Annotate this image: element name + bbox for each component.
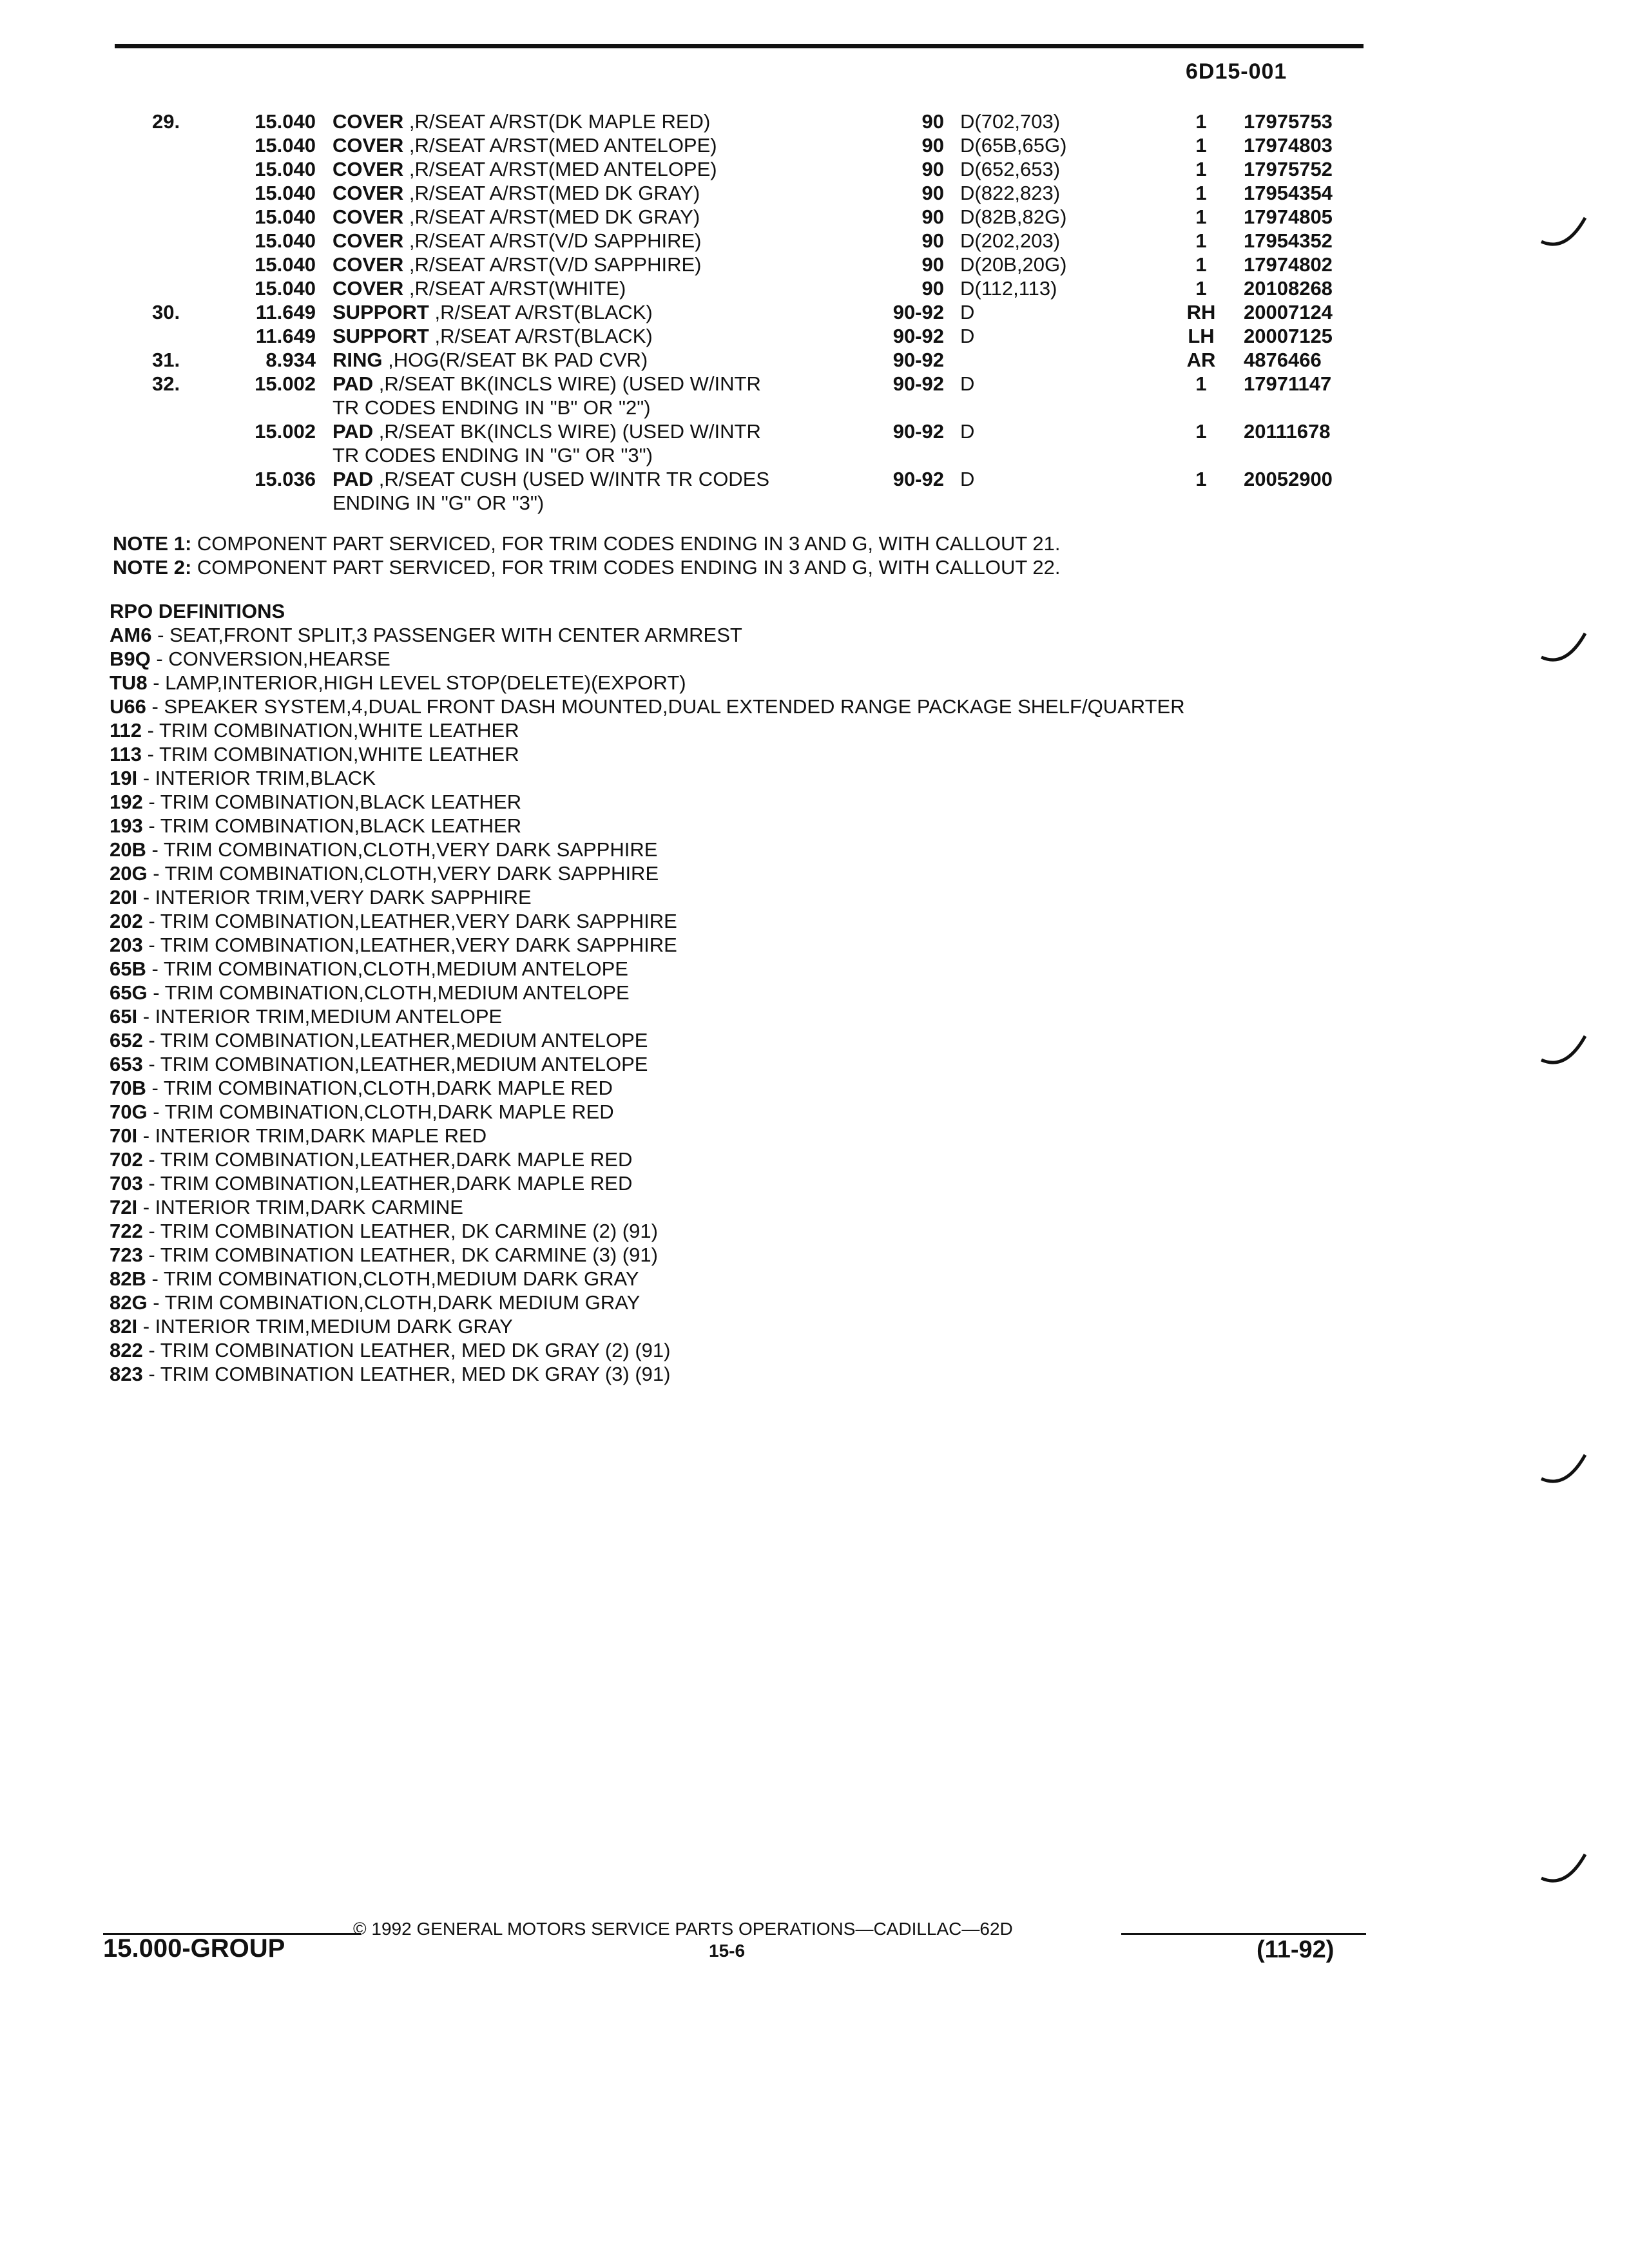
- part-year: 90-92: [892, 349, 944, 371]
- part-description-text: ,R/SEAT A/RST(BLACK): [434, 301, 653, 323]
- part-item-number: 29.: [152, 110, 180, 133]
- rpo-row: [110, 1148, 1185, 1171]
- rpo-code: 192: [110, 791, 143, 813]
- part-number: 17975753: [1244, 110, 1333, 133]
- part-description-text: ,R/SEAT A/RST(WHITE): [409, 277, 626, 300]
- part-description: [333, 157, 867, 181]
- rpo-row: [110, 647, 1185, 671]
- rpo-text: - INTERIOR TRIM,DARK CARMINE: [142, 1196, 463, 1218]
- part-description-text: ,R/SEAT BK(INCLS WIRE) (USED W/INTR TR CODES ENDING IN "B" OR "2"): [333, 372, 761, 419]
- rpo-code: 20G: [110, 862, 148, 885]
- rpo-row: [110, 1291, 1185, 1314]
- part-name: PAD: [333, 372, 374, 395]
- rpo-row: [110, 1100, 1185, 1124]
- rpo-code: 722: [110, 1220, 143, 1242]
- rpo-row: [110, 1267, 1185, 1291]
- part-name: COVER: [333, 110, 404, 133]
- note-row: [113, 555, 1060, 579]
- rpo-row: [110, 1195, 1185, 1219]
- part-year: 90: [921, 253, 944, 276]
- rpo-list: [110, 623, 1185, 1386]
- part-name: RING: [333, 349, 383, 371]
- part-description: [333, 110, 867, 133]
- part-number: 17975752: [1244, 158, 1333, 180]
- rpo-row: [110, 909, 1185, 933]
- rpo-code: 202: [110, 910, 143, 932]
- rpo-row: [110, 790, 1185, 814]
- rpo-code: 723: [110, 1244, 143, 1266]
- rpo-code: 822: [110, 1339, 143, 1361]
- part-row: [0, 157, 1629, 181]
- rpo-row: [110, 957, 1185, 981]
- rpo-text: - TRIM COMBINATION LEATHER, DK CARMINE (3) (91): [148, 1244, 658, 1266]
- rpo-code: U66: [110, 695, 146, 718]
- top-rule: [115, 44, 1364, 48]
- part-description: [333, 205, 867, 229]
- rpo-row: [110, 861, 1185, 885]
- notes: [113, 532, 1060, 579]
- part-name: COVER: [333, 134, 404, 157]
- rpo-code: 703: [110, 1172, 143, 1195]
- part-row: [0, 181, 1629, 205]
- rpo-text: - SEAT,FRONT SPLIT,3 PASSENGER WITH CENTER ARMREST: [157, 624, 742, 646]
- part-row: [0, 300, 1629, 324]
- part-description: [333, 467, 867, 515]
- rpo-text: - INTERIOR TRIM,MEDIUM DARK GRAY: [142, 1315, 513, 1338]
- part-model: D: [960, 420, 975, 443]
- part-group-number: 15.040: [255, 158, 316, 180]
- part-group-number: 15.002: [255, 420, 316, 443]
- part-year: 90-92: [892, 420, 944, 443]
- part-row: [0, 419, 1629, 467]
- rpo-title: RPO DEFINITIONS: [110, 600, 285, 622]
- part-description: [333, 348, 867, 372]
- rpo-text: - TRIM COMBINATION LEATHER, MED DK GRAY (2) (91): [148, 1339, 671, 1361]
- rpo-text: - INTERIOR TRIM,BLACK: [142, 767, 376, 789]
- part-year: 90-92: [892, 372, 944, 395]
- part-number: 17974802: [1244, 253, 1333, 276]
- note-label: NOTE 2:: [113, 556, 192, 579]
- part-description-text: ,R/SEAT A/RST(MED ANTELOPE): [409, 134, 717, 157]
- rpo-row: [110, 885, 1185, 909]
- footer-group: 15.000-GROUP: [103, 1934, 285, 1963]
- rpo-text: - INTERIOR TRIM,MEDIUM ANTELOPE: [142, 1005, 503, 1028]
- part-year: 90: [921, 158, 944, 180]
- part-item-number: 30.: [152, 301, 180, 323]
- part-row: [0, 348, 1629, 372]
- rpo-row: [110, 766, 1185, 790]
- note-text: COMPONENT PART SERVICED, FOR TRIM CODES ENDING IN 3 AND G, WITH CALLOUT 22.: [197, 556, 1061, 579]
- part-model: D: [960, 325, 975, 347]
- part-group-number: 15.036: [255, 468, 316, 490]
- part-name: COVER: [333, 253, 404, 276]
- part-row: [0, 372, 1629, 419]
- part-year: 90: [921, 206, 944, 228]
- part-number: 17971147: [1244, 372, 1332, 395]
- margin-tick-mark: [1540, 213, 1588, 251]
- rpo-text: - TRIM COMBINATION,LEATHER,MEDIUM ANTELOPE: [148, 1053, 648, 1075]
- part-row: [0, 133, 1629, 157]
- part-quantity: 1: [1195, 134, 1207, 157]
- part-group-number: 8.934: [265, 349, 316, 371]
- rpo-text: - TRIM COMBINATION,CLOTH,DARK MEDIUM GRAY: [153, 1291, 641, 1314]
- part-group-number: 15.040: [255, 229, 316, 252]
- part-group-number: 15.040: [255, 206, 316, 228]
- rpo-text: - TRIM COMBINATION,CLOTH,MEDIUM ANTELOPE: [151, 957, 628, 980]
- note-label: NOTE 1:: [113, 532, 192, 555]
- part-description: [333, 300, 867, 324]
- rpo-row: [110, 1028, 1185, 1052]
- part-group-number: 15.040: [255, 182, 316, 204]
- rpo-code: 72I: [110, 1196, 138, 1218]
- rpo-text: - LAMP,INTERIOR,HIGH LEVEL STOP(DELETE)(EXPORT): [153, 671, 686, 694]
- rpo-text: - INTERIOR TRIM,DARK MAPLE RED: [142, 1124, 487, 1147]
- rpo-code: AM6: [110, 624, 152, 646]
- rpo-text: - INTERIOR TRIM,VERY DARK SAPPHIRE: [142, 886, 532, 908]
- part-quantity: 1: [1195, 182, 1207, 204]
- part-name: COVER: [333, 229, 404, 252]
- rpo-text: - TRIM COMBINATION,BLACK LEATHER: [148, 791, 522, 813]
- part-description-text: ,R/SEAT A/RST(MED ANTELOPE): [409, 158, 717, 180]
- part-model: D(65B,65G): [960, 134, 1067, 157]
- rpo-row: [110, 838, 1185, 861]
- rpo-text: - TRIM COMBINATION,WHITE LEATHER: [147, 743, 519, 765]
- rpo-code: 203: [110, 934, 143, 956]
- part-quantity: LH: [1188, 325, 1215, 347]
- rpo-row: [110, 695, 1185, 718]
- rpo-text: - TRIM COMBINATION,LEATHER,VERY DARK SAPPHIRE: [148, 934, 677, 956]
- rpo-row: [110, 1314, 1185, 1338]
- rpo-code: 65I: [110, 1005, 138, 1028]
- part-description-text: ,R/SEAT A/RST(V/D SAPPHIRE): [409, 229, 702, 252]
- part-model: D(202,203): [960, 229, 1061, 252]
- rpo-code: 653: [110, 1053, 143, 1075]
- part-quantity: 1: [1195, 158, 1207, 180]
- rpo-text: - TRIM COMBINATION LEATHER, MED DK GRAY (3) (91): [148, 1363, 671, 1385]
- part-description-text: ,HOG(R/SEAT BK PAD CVR): [388, 349, 648, 371]
- part-quantity: AR: [1186, 349, 1216, 371]
- part-item-number: 31.: [152, 349, 180, 371]
- rpo-text: - SPEAKER SYSTEM,4,DUAL FRONT DASH MOUNTED,DUAL EXTENDED RANGE PACKAGE SHELF/QUARTER: [151, 695, 1185, 718]
- rpo-text: - TRIM COMBINATION,LEATHER,VERY DARK SAPPHIRE: [148, 910, 677, 932]
- part-item-number: 32.: [152, 372, 180, 395]
- part-year: 90-92: [892, 301, 944, 323]
- rpo-text: - TRIM COMBINATION,CLOTH,MEDIUM ANTELOPE: [153, 981, 630, 1004]
- part-description: [333, 372, 867, 419]
- rpo-code: 193: [110, 814, 143, 837]
- part-description: [333, 253, 867, 276]
- part-model: D: [960, 372, 975, 395]
- part-name: PAD: [333, 420, 374, 443]
- rpo-text: - TRIM COMBINATION,LEATHER,DARK MAPLE RED: [148, 1148, 633, 1171]
- rpo-code: 652: [110, 1029, 143, 1052]
- rpo-row: [110, 1004, 1185, 1028]
- part-name: SUPPORT: [333, 301, 429, 323]
- rpo-code: 65G: [110, 981, 148, 1004]
- part-quantity: 1: [1195, 277, 1207, 300]
- rpo-row: [110, 1243, 1185, 1267]
- note-row: [113, 532, 1060, 555]
- rpo-code: 70G: [110, 1100, 148, 1123]
- part-name: COVER: [333, 277, 404, 300]
- part-number: 17974803: [1244, 134, 1333, 157]
- rpo-code: 70I: [110, 1124, 138, 1147]
- margin-tick-mark: [1540, 628, 1588, 667]
- margin-tick-mark: [1540, 1450, 1588, 1488]
- rpo-row: [110, 981, 1185, 1004]
- rpo-code: TU8: [110, 671, 148, 694]
- part-quantity: 1: [1195, 420, 1207, 443]
- rpo-text: - TRIM COMBINATION,CLOTH,DARK MAPLE RED: [151, 1077, 613, 1099]
- part-model: D(822,823): [960, 182, 1061, 204]
- part-year: 90-92: [892, 325, 944, 347]
- part-quantity: RH: [1186, 301, 1216, 323]
- rpo-code: 823: [110, 1363, 143, 1385]
- rpo-code: 70B: [110, 1077, 146, 1099]
- part-number: 20007125: [1244, 325, 1333, 347]
- rpo-text: - TRIM COMBINATION,CLOTH,VERY DARK SAPPHIRE: [153, 862, 659, 885]
- rpo-text: - TRIM COMBINATION,LEATHER,DARK MAPLE RED: [148, 1172, 633, 1195]
- rpo-text: - TRIM COMBINATION,CLOTH,VERY DARK SAPPHIRE: [151, 838, 658, 861]
- part-description-text: ,R/SEAT A/RST(MED DK GRAY): [409, 182, 700, 204]
- part-model: D(702,703): [960, 110, 1061, 133]
- part-quantity: 1: [1195, 468, 1207, 490]
- part-number: 20111678: [1244, 420, 1331, 443]
- rpo-text: - TRIM COMBINATION,CLOTH,DARK MAPLE RED: [153, 1100, 614, 1123]
- rpo-row: [110, 742, 1185, 766]
- part-year: 90: [921, 277, 944, 300]
- rpo-row: [110, 1124, 1185, 1148]
- part-group-number: 15.002: [255, 372, 316, 395]
- part-row: [0, 205, 1629, 229]
- rpo-code: B9Q: [110, 648, 151, 670]
- part-description: [333, 181, 867, 205]
- part-number: 20108268: [1244, 277, 1333, 300]
- rpo-row: [110, 1076, 1185, 1100]
- part-name: COVER: [333, 206, 404, 228]
- part-quantity: 1: [1195, 229, 1207, 252]
- part-row: [0, 110, 1629, 133]
- parts-list: [0, 110, 1629, 515]
- part-description-text: ,R/SEAT BK(INCLS WIRE) (USED W/INTR TR CODES ENDING IN "G" OR "3"): [333, 420, 761, 466]
- part-description: [333, 276, 867, 300]
- rpo-code: 82I: [110, 1315, 138, 1338]
- rpo-row: [110, 933, 1185, 957]
- part-year: 90-92: [892, 468, 944, 490]
- part-quantity: 1: [1195, 206, 1207, 228]
- part-number: 17954354: [1244, 182, 1333, 204]
- rpo-text: - TRIM COMBINATION,WHITE LEATHER: [147, 719, 519, 742]
- margin-tick-mark: [1540, 1031, 1588, 1070]
- page-code: 6D15-001: [1186, 59, 1287, 84]
- rpo-row: [110, 1338, 1185, 1362]
- part-group-number: 15.040: [255, 277, 316, 300]
- part-year: 90: [921, 110, 944, 133]
- part-name: SUPPORT: [333, 325, 429, 347]
- part-number: 17954352: [1244, 229, 1333, 252]
- rpo-row: [110, 1171, 1185, 1195]
- part-group-number: 11.649: [255, 325, 316, 347]
- margin-tick-mark: [1540, 1849, 1588, 1888]
- part-year: 90: [921, 134, 944, 157]
- part-row: [0, 276, 1629, 300]
- rpo-row: [110, 718, 1185, 742]
- part-row: [0, 229, 1629, 253]
- rpo-code: 20I: [110, 886, 138, 908]
- rpo-text: - TRIM COMBINATION,CLOTH,MEDIUM DARK GRAY: [151, 1267, 639, 1290]
- part-description-text: ,R/SEAT A/RST(MED DK GRAY): [409, 206, 700, 228]
- part-description: [333, 324, 867, 348]
- part-row: [0, 467, 1629, 515]
- part-description-text: ,R/SEAT A/RST(BLACK): [434, 325, 653, 347]
- rpo-row: [110, 1362, 1185, 1386]
- footer-rule-right: [1121, 1933, 1366, 1935]
- part-description: [333, 229, 867, 253]
- part-group-number: 11.649: [255, 301, 316, 323]
- part-number: 4876466: [1244, 349, 1322, 371]
- rpo-row: [110, 623, 1185, 647]
- part-model: D(652,653): [960, 158, 1061, 180]
- part-model: D: [960, 301, 975, 323]
- part-name: COVER: [333, 182, 404, 204]
- part-model: D: [960, 468, 975, 490]
- part-year: 90: [921, 229, 944, 252]
- part-description: [333, 133, 867, 157]
- part-group-number: 15.040: [255, 253, 316, 276]
- rpo-code: 113: [110, 743, 142, 765]
- part-name: COVER: [333, 158, 404, 180]
- footer-date: (11-92): [1257, 1936, 1335, 1963]
- footer-copyright: © 1992 GENERAL MOTORS SERVICE PARTS OPERATIONS—CADILLAC—62D: [353, 1919, 1013, 1939]
- part-description-text: ,R/SEAT A/RST(DK MAPLE RED): [409, 110, 711, 133]
- rpo-code: 112: [110, 719, 142, 742]
- rpo-row: [110, 1052, 1185, 1076]
- note-text: COMPONENT PART SERVICED, FOR TRIM CODES ENDING IN 3 AND G, WITH CALLOUT 21.: [197, 532, 1061, 555]
- rpo-code: 65B: [110, 957, 146, 980]
- rpo-text: - TRIM COMBINATION LEATHER, DK CARMINE (2) (91): [148, 1220, 658, 1242]
- rpo-code: 82G: [110, 1291, 148, 1314]
- part-name: PAD: [333, 468, 374, 490]
- rpo-row: [110, 671, 1185, 695]
- rpo-row: [110, 814, 1185, 838]
- part-number: 17974805: [1244, 206, 1333, 228]
- part-year: 90: [921, 182, 944, 204]
- part-model: D(20B,20G): [960, 253, 1067, 276]
- rpo-text: - CONVERSION,HEARSE: [156, 648, 390, 670]
- part-description: [333, 419, 867, 467]
- part-quantity: 1: [1195, 110, 1207, 133]
- rpo-text: - TRIM COMBINATION,LEATHER,MEDIUM ANTELOPE: [148, 1029, 648, 1052]
- rpo-definitions: [110, 599, 1185, 1386]
- part-description-text: ,R/SEAT A/RST(V/D SAPPHIRE): [409, 253, 702, 276]
- rpo-code: 20B: [110, 838, 146, 861]
- part-description-text: ,R/SEAT CUSH (USED W/INTR TR CODES ENDING IN "G" OR "3"): [333, 468, 770, 514]
- part-model: D(112,113): [960, 277, 1057, 300]
- part-row: [0, 253, 1629, 276]
- rpo-code: 82B: [110, 1267, 146, 1290]
- footer-page-number: 15-6: [709, 1941, 746, 1961]
- part-quantity: 1: [1195, 372, 1207, 395]
- part-row: [0, 324, 1629, 348]
- rpo-code: 702: [110, 1148, 143, 1171]
- rpo-code: 19I: [110, 767, 138, 789]
- part-model: D(82B,82G): [960, 206, 1067, 228]
- part-quantity: 1: [1195, 253, 1207, 276]
- rpo-row: [110, 1219, 1185, 1243]
- part-group-number: 15.040: [255, 134, 316, 157]
- part-group-number: 15.040: [255, 110, 316, 133]
- part-number: 20007124: [1244, 301, 1333, 323]
- part-number: 20052900: [1244, 468, 1333, 490]
- rpo-text: - TRIM COMBINATION,BLACK LEATHER: [148, 814, 522, 837]
